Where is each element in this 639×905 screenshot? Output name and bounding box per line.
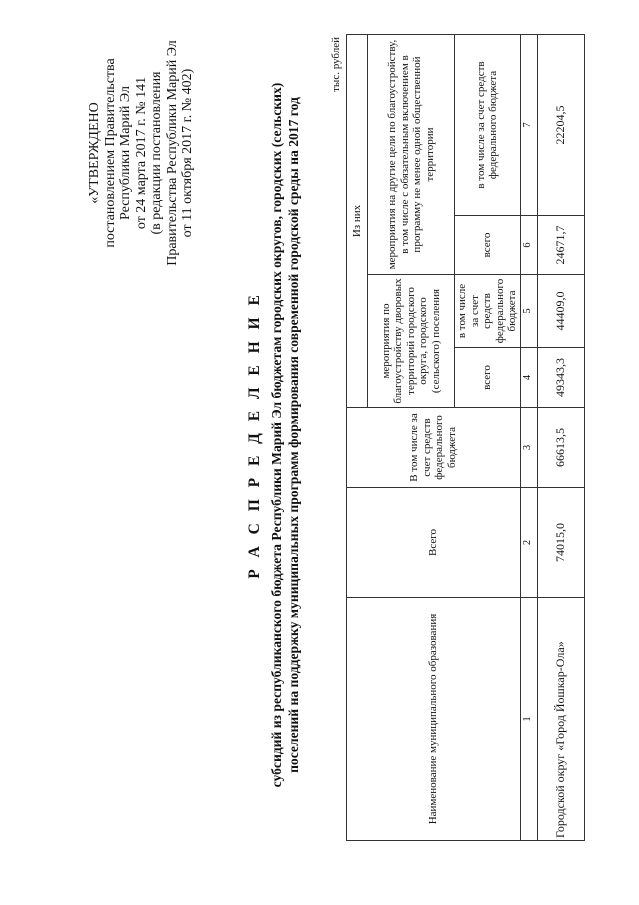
document-title: Р А С П Р Е Д Е Л Е Н И Е xyxy=(246,291,263,579)
row-yards-federal: 44409,0 xyxy=(537,275,584,348)
table-row xyxy=(537,35,584,841)
approval-line: от 24 марта 2017 г. № 141 xyxy=(133,76,149,230)
row-other-total: 24671,7 xyxy=(537,216,584,275)
approval-line: Республики Марий Эл xyxy=(118,86,133,220)
column-number: 2 xyxy=(520,488,537,598)
column-number: 7 xyxy=(520,35,537,216)
approval-line: от 11 октября 2017 г. № 402) xyxy=(180,68,195,238)
approval-line: постановлением Правительства xyxy=(102,58,118,248)
header-name: Наименование муниципального образования xyxy=(347,598,521,841)
units-label: тыс. рублей xyxy=(330,37,342,92)
approval-line: «УТВЕРЖДЕНО xyxy=(87,102,102,204)
distribution-table xyxy=(346,34,585,841)
header-other: мероприятия на другие цели по благоустройству, в том числе с обязательным включением в программу не менее одной общественной территории xyxy=(368,35,455,275)
row-other-federal: 22204,5 xyxy=(537,35,584,216)
column-number: 6 xyxy=(520,216,537,275)
column-number: 3 xyxy=(520,408,537,488)
document-subtitle xyxy=(268,5,302,865)
column-number: 4 xyxy=(520,348,537,408)
approval-line: Правительства Республики Марий Эл xyxy=(164,40,180,266)
row-total: 74015,0 xyxy=(537,488,584,598)
approval-stamp xyxy=(87,18,196,288)
approval-line: (в редакции постановления xyxy=(149,71,164,235)
header-total: Всего xyxy=(347,488,521,598)
header-yards-federal: в том числе за счет средств федерального бюджета xyxy=(455,275,521,348)
row-yards-total: 49343,3 xyxy=(537,348,584,408)
column-number: 1 xyxy=(520,598,537,841)
header-federal: В том числе за счет средств федерального бюджета xyxy=(347,408,521,488)
header-yards: мероприятия по благоустройству дворовых территорий городского округа, городского (сельского) поселения xyxy=(368,275,455,408)
column-number: 5 xyxy=(520,275,537,348)
header-other-total: всего xyxy=(455,216,521,275)
subtitle-line: поселений на поддержку муниципальных программ формирования современной городской среды на 2017 год xyxy=(286,97,301,773)
subtitle-line: субсидий из республиканского бюджета Республики Марий Эл бюджетам городских округов, городских (сельских) xyxy=(269,82,284,788)
row-municipality-name: Городской округ «Город Йошкар-Ола» xyxy=(537,598,584,841)
header-of-them: Из них xyxy=(347,35,368,408)
header-other-federal: в том числе за счет средств федерального бюджета xyxy=(455,35,521,216)
row-federal: 66613,5 xyxy=(537,408,584,488)
header-yards-total: всего xyxy=(455,348,521,408)
